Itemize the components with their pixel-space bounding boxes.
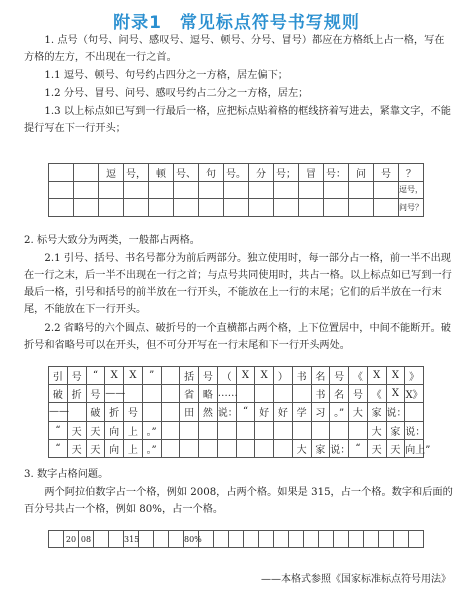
grid-cell: 家	[386, 421, 405, 439]
grid-cell: 名	[311, 367, 330, 385]
grid-cell: 引	[49, 367, 68, 385]
grid-cell	[161, 385, 180, 403]
grid-cell: 大	[367, 421, 386, 439]
grid-cell: 向	[105, 439, 124, 457]
grid-cell	[334, 531, 349, 548]
table-row	[49, 531, 424, 548]
grid-cell	[274, 385, 293, 403]
grid-cell: 号、	[174, 164, 199, 182]
grid-cell: X	[105, 367, 124, 385]
grid-cell: 号；	[274, 164, 299, 182]
grid-cell: 说：	[217, 403, 236, 421]
grid-cell	[405, 403, 424, 421]
grid-cell: 》	[405, 367, 424, 385]
grid-cell: 好	[255, 403, 274, 421]
grid-cell: 天	[386, 439, 405, 457]
grid-cell: 折	[105, 403, 124, 421]
grid-cell	[161, 403, 180, 421]
grid-cell: ）	[274, 367, 293, 385]
example-grid-2	[48, 366, 431, 458]
grid-cell: 家	[367, 403, 386, 421]
grid-cell	[161, 439, 180, 457]
grid-cell: 略	[199, 385, 218, 403]
grid-cell	[349, 421, 368, 439]
grid-cell	[255, 421, 274, 439]
table-row	[49, 367, 424, 385]
grid-cell	[274, 439, 293, 457]
grid-cell	[49, 164, 74, 182]
grid-cell: 逗号，	[399, 181, 424, 199]
grid-cell: 号	[67, 367, 86, 385]
grid-cell: 号：	[324, 164, 349, 182]
grid-cell: 大	[292, 439, 311, 457]
grid-cell: 逗	[99, 164, 124, 182]
grid-cell: 。”	[142, 439, 161, 457]
grid-cell	[292, 421, 311, 439]
grid-cell: 20	[64, 531, 79, 548]
grid-cell: 《	[349, 367, 368, 385]
grid-cell: 天	[86, 421, 105, 439]
grid-cell	[161, 367, 180, 385]
grid-cell: 句	[199, 164, 224, 182]
grid-cell: X》	[405, 385, 424, 403]
table-row	[49, 421, 424, 439]
grid-cell: 顿	[149, 164, 174, 182]
table-row	[49, 181, 424, 199]
grid-cell	[139, 531, 154, 548]
grid-cell	[199, 439, 218, 457]
grid-cell: 破	[49, 385, 68, 403]
grid-cell: 书	[292, 367, 311, 385]
section1-paragraph: 1. 点号（句号、问号、感叹号、逗号、顿号、分号、冒号）都应在方格纸上占一格，写在方格的左方，不出现在一行之首。	[24, 35, 445, 63]
grid-cell	[109, 531, 124, 548]
table-row	[49, 403, 424, 421]
grid-cell: ——	[105, 385, 124, 403]
grid-cell: ——	[49, 403, 68, 421]
grid-cell	[292, 385, 311, 403]
grid-cell: 号	[374, 164, 399, 182]
grid-cell: 问	[349, 164, 374, 182]
grid-cell: “	[236, 403, 255, 421]
grid-cell: 名	[330, 385, 349, 403]
rule-2-2: 2.2 省略号的六个圆点、破折号的一个直横都占两个格，上下位置居中，中间不能断开。破折号和省略号可以在开头，但不可分开写在一行末尾和下一行开头两处。	[24, 323, 451, 351]
grid-cell: ……	[217, 385, 236, 403]
grid-cell	[74, 164, 99, 182]
grid-cell: X	[386, 385, 405, 403]
grid-cell: 《	[367, 385, 386, 403]
grid-cell: 号	[124, 403, 143, 421]
table-row	[49, 385, 424, 403]
grid-cell	[236, 385, 255, 403]
grid-cell	[180, 421, 199, 439]
grid-cell: 书	[311, 385, 330, 403]
grid-cell: 08	[79, 531, 94, 548]
grid-cell	[142, 385, 161, 403]
grid-cell: 括	[180, 367, 199, 385]
grid-cell	[124, 385, 143, 403]
section2-heading: 2. 标号大致分为两类，一般都占两格。	[24, 235, 200, 246]
grid-cell	[49, 531, 64, 548]
grid-cell	[311, 421, 330, 439]
grid-cell: 号。	[224, 164, 249, 182]
grid-cell: 家	[311, 439, 330, 457]
grid-cell: 号	[349, 385, 368, 403]
grid-cell	[274, 421, 293, 439]
section3-paragraph: 两个阿拉伯数字占一个格，例如 2008，占两个格。如果是 315，占一个格。数字和后面的百分号共占一个格，例如 80%，占一个格。	[24, 487, 453, 515]
rule-1-2: 1.2 分号、冒号、问号、感叹号约占二分之一方格，居左；	[44, 88, 309, 99]
grid-cell: 冒	[299, 164, 324, 182]
grid-cell: 田	[180, 403, 199, 421]
grid-cell: “	[49, 439, 68, 457]
grid-cell: X	[386, 367, 405, 385]
grid-cell	[67, 403, 86, 421]
grid-cell: 习	[311, 403, 330, 421]
grid-cell: 80%	[184, 531, 199, 548]
grid-cell: ？	[399, 164, 424, 182]
grid-cell: X	[236, 367, 255, 385]
grid-cell: 上	[124, 439, 143, 457]
grid-cell: X	[124, 367, 143, 385]
grid-cell: 向上”	[405, 439, 424, 457]
source-note: ——本格式参照《国家标准标点符号用法》	[261, 574, 451, 585]
grid-cell	[236, 421, 255, 439]
grid-cell	[244, 531, 259, 548]
grid-cell: 号	[199, 367, 218, 385]
grid-cell: 。”	[330, 403, 349, 421]
grid-cell: 大	[349, 403, 368, 421]
grid-cell: 说：	[386, 403, 405, 421]
grid-cell	[142, 403, 161, 421]
grid-cell	[236, 439, 255, 457]
grid-cell: 。”	[142, 421, 161, 439]
grid-cell	[214, 531, 229, 548]
grid-cell	[255, 385, 274, 403]
table-row	[49, 164, 424, 182]
grid-cell	[229, 531, 244, 548]
grid-cell	[330, 421, 349, 439]
grid-cell	[161, 421, 180, 439]
grid-cell	[217, 439, 236, 457]
grid-cell: X	[255, 367, 274, 385]
grid-cell: 上	[124, 421, 143, 439]
page-title: 附录1 常见标点符号书写规则	[113, 13, 360, 33]
grid-cell: 号，	[124, 164, 149, 182]
grid-cell	[255, 439, 274, 457]
grid-cell	[180, 439, 199, 457]
table-row	[49, 199, 424, 217]
grid-cell	[364, 531, 379, 548]
grid-cell	[319, 531, 334, 548]
grid-cell	[349, 531, 364, 548]
grid-cell	[94, 531, 109, 548]
grid-cell: 号	[86, 385, 105, 403]
grid-cell: 天	[86, 439, 105, 457]
grid-cell: 天	[367, 439, 386, 457]
grid-cell: 天	[67, 439, 86, 457]
grid-cell	[379, 531, 394, 548]
grid-cell	[409, 531, 424, 548]
grid-cell: 分	[249, 164, 274, 182]
grid-cell: 学	[292, 403, 311, 421]
grid-cell: “	[349, 439, 368, 457]
grid-cell	[274, 531, 289, 548]
grid-cell: 天	[67, 421, 86, 439]
grid-cell: 315	[124, 531, 139, 548]
grid-cell: “	[86, 367, 105, 385]
grid-cell: 说：	[405, 421, 424, 439]
grid-cell: 问号？	[399, 199, 424, 217]
grid-cell	[304, 531, 319, 548]
grid-cell: ”	[142, 367, 161, 385]
grid-cell: 然	[199, 403, 218, 421]
grid-cell: 折	[67, 385, 86, 403]
rule-1-3: 1.3 以上标点如已写到一行最后一格，应把标点贴着格的框线挤着写进去，紧靠文字，不能提行写在下一行开头；	[24, 106, 451, 134]
grid-cell: （	[217, 367, 236, 385]
grid-cell	[154, 531, 169, 548]
rule-1-1: 1.1 逗号、顿号、句号约占四分之一方格，居左偏下；	[44, 70, 288, 81]
grid-cell	[289, 531, 304, 548]
grid-cell	[169, 531, 184, 548]
grid-cell: 向	[105, 421, 124, 439]
grid-cell: 说：	[330, 439, 349, 457]
grid-cell: 好	[274, 403, 293, 421]
example-grid-1	[48, 163, 424, 217]
section3-heading: 3. 数字占格问题。	[24, 469, 109, 480]
grid-cell: “	[49, 421, 68, 439]
grid-cell: 破	[86, 403, 105, 421]
example-grid-3	[48, 530, 424, 548]
grid-cell	[199, 421, 218, 439]
grid-cell	[217, 421, 236, 439]
grid-cell	[259, 531, 274, 548]
grid-cell	[394, 531, 409, 548]
grid-cell: 号	[330, 367, 349, 385]
grid-cell: X	[367, 367, 386, 385]
table-row	[49, 439, 424, 457]
rule-2-1: 2.1 引号、括号、书名号都分为前后两部分。独立使用时，每一部分占一格，前一半不出现在一行之末，后一半不出现在一行之首；与点号共同使用时，共占一格。以上标点如已写到一行最后一格，引号和括号的前半放在一行开头，不能放在上一行的末尾；它们的后半放在一行末尾，不能放在下一行开头。	[24, 253, 452, 315]
grid-cell: 省	[180, 385, 199, 403]
